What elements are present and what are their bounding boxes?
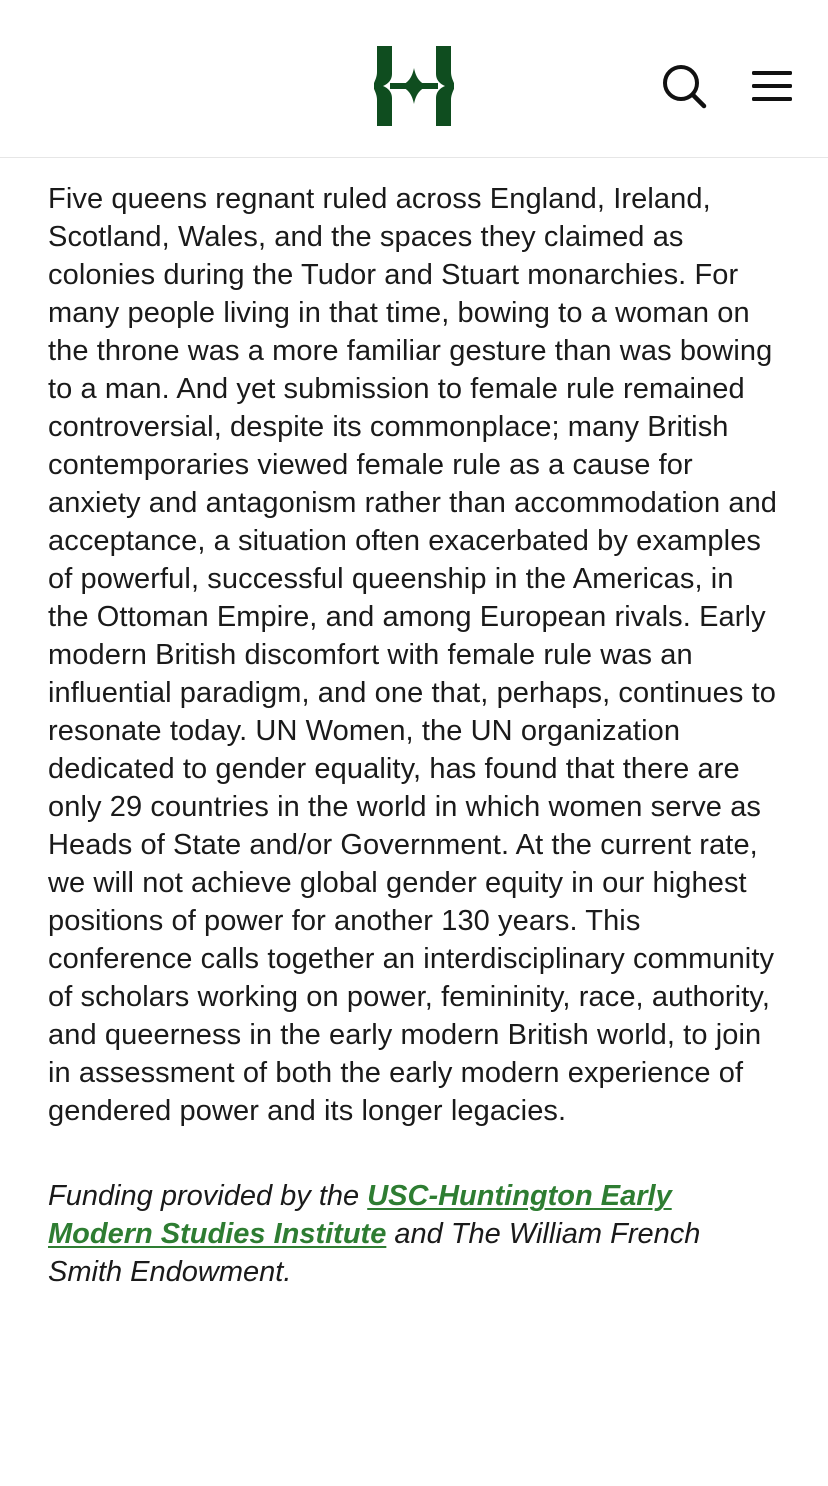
usc-huntington-institute-link[interactable]: USC-Huntington Early Modern Studies Institute — [48, 1180, 672, 1250]
menu-button[interactable] — [750, 66, 794, 106]
main-content — [0, 180, 828, 1291]
funding-prefix: Funding provided by the — [48, 1180, 368, 1212]
huntington-h-logo-icon[interactable] — [374, 44, 454, 128]
site-header — [0, 0, 828, 158]
funding-suffix: and The William French Smith Endowment. — [48, 1218, 701, 1288]
funding-credit — [48, 1177, 780, 1291]
hamburger-menu-icon — [750, 94, 794, 109]
search-icon — [660, 98, 708, 113]
search-button[interactable] — [660, 62, 708, 110]
conference-description: Five queens regnant ruled across England, Ireland, Scotland, Wales, and the spaces they claimed as colonies during the Tudor and Stuart monarchies. For many people living in that time, bowing to a woman on the throne was a more familiar gesture than was bowing to a man. And yet submission to female rule remained controversial, despite its commonplace; many British contemporaries viewed female rule as a cause for anxiety and antagonism rather than accommodation and acceptance, a situation often exacerbated by examples of powerful, successful queenship in the Americas, in the Ottoman Empire, and among European rivals. Early modern British discomfort with female rule was an influential paradigm, and one that, perhaps, continues to resonate today. UN Women, the UN organization dedicated to gender equality, has found that there are only 29 countries in the world in which women serve as Heads of State and/or Government. At the current rate, we will not achieve global gender equity in our highest positions of power for another 130 years. This conference calls together an interdisciplinary community of scholars working on power, femininity, race, authority, and queerness in the early modern British world, to join in assessment of both the early modern experience of gendered power and its longer legacies. — [48, 183, 778, 1127]
